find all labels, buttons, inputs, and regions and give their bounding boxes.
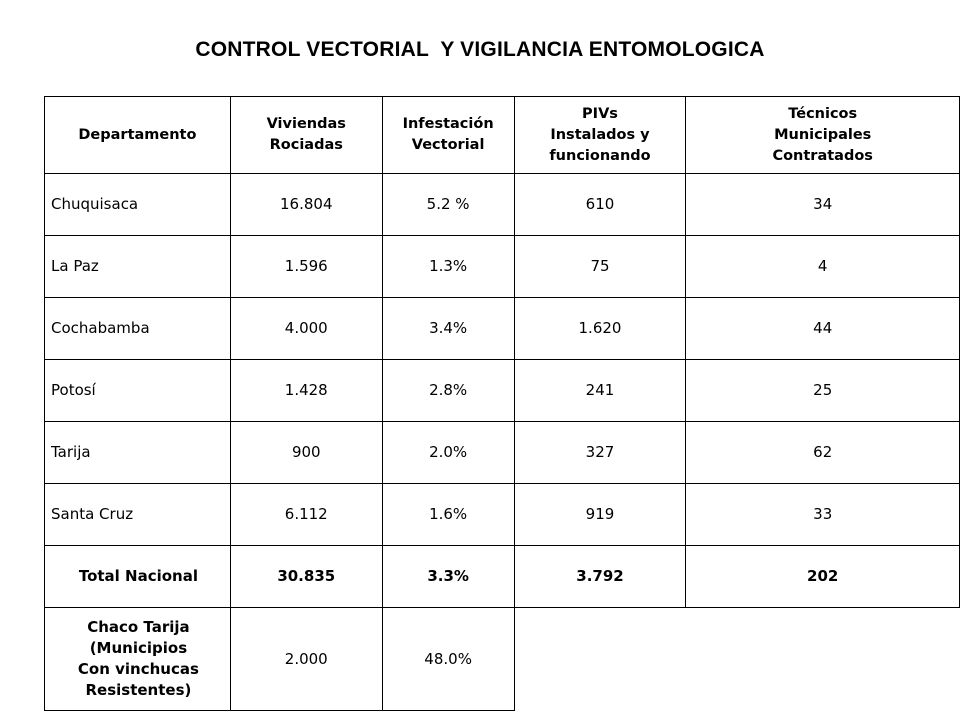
cell-viviendas: 4.000 (230, 298, 382, 360)
table-row (45, 422, 960, 484)
cell-pivs: 75 (514, 236, 686, 298)
cell-pivs: 241 (514, 360, 686, 422)
cell-infestacion: 1.3% (382, 236, 514, 298)
cell-viviendas: 16.804 (230, 174, 382, 236)
cell-tecnicos: 34 (686, 174, 960, 236)
cell-departamento: La Paz (45, 236, 231, 298)
chaco-row (45, 608, 960, 711)
cell-viviendas: 1.596 (230, 236, 382, 298)
cell-tecnicos: 4 (686, 236, 960, 298)
cell-departamento: Santa Cruz (45, 484, 231, 546)
cell-chaco-label: Chaco Tarija (Municipios Con vinchucas Resistentes) (45, 608, 231, 711)
cell-departamento: Chuquisaca (45, 174, 231, 236)
header-viviendas-rociadas: Viviendas Rociadas (230, 97, 382, 174)
cell-chaco-infestacion: 48.0% (382, 608, 514, 711)
cell-pivs: 327 (514, 422, 686, 484)
header-pivs: PIVs Instalados y funcionando (514, 97, 686, 174)
cell-total-infestacion: 3.3% (382, 546, 514, 608)
cell-pivs: 919 (514, 484, 686, 546)
cell-viviendas: 900 (230, 422, 382, 484)
header-infestacion-vectorial: Infestación Vectorial (382, 97, 514, 174)
page-title: CONTROL VECTORIAL Y VIGILANCIA ENTOMOLOGICA (195, 38, 765, 61)
cell-viviendas: 6.112 (230, 484, 382, 546)
cell-infestacion: 2.0% (382, 422, 514, 484)
cell-tecnicos: 33 (686, 484, 960, 546)
cell-departamento: Potosí (45, 360, 231, 422)
cell-infestacion: 5.2 % (382, 174, 514, 236)
cell-viviendas: 1.428 (230, 360, 382, 422)
table-row (45, 298, 960, 360)
table-row (45, 360, 960, 422)
cell-departamento: Cochabamba (45, 298, 231, 360)
cell-total-tecnicos: 202 (686, 546, 960, 608)
cell-infestacion: 1.6% (382, 484, 514, 546)
cell-infestacion: 2.8% (382, 360, 514, 422)
cell-departamento: Tarija (45, 422, 231, 484)
cell-pivs: 610 (514, 174, 686, 236)
cell-chaco-viviendas: 2.000 (230, 608, 382, 711)
cell-total-pivs: 3.792 (514, 546, 686, 608)
table-row (45, 174, 960, 236)
empty-cell (514, 608, 959, 711)
header-row (45, 97, 960, 174)
total-row (45, 546, 960, 608)
table-row (45, 236, 960, 298)
cell-total-viviendas: 30.835 (230, 546, 382, 608)
cell-infestacion: 3.4% (382, 298, 514, 360)
header-departamento: Departamento (45, 97, 231, 174)
cell-pivs: 1.620 (514, 298, 686, 360)
data-table (44, 96, 960, 711)
cell-tecnicos: 62 (686, 422, 960, 484)
header-tecnicos: Técnicos Municipales Contratados (686, 97, 960, 174)
table-row (45, 484, 960, 546)
cell-tecnicos: 44 (686, 298, 960, 360)
cell-total-label: Total Nacional (45, 546, 231, 608)
cell-tecnicos: 25 (686, 360, 960, 422)
